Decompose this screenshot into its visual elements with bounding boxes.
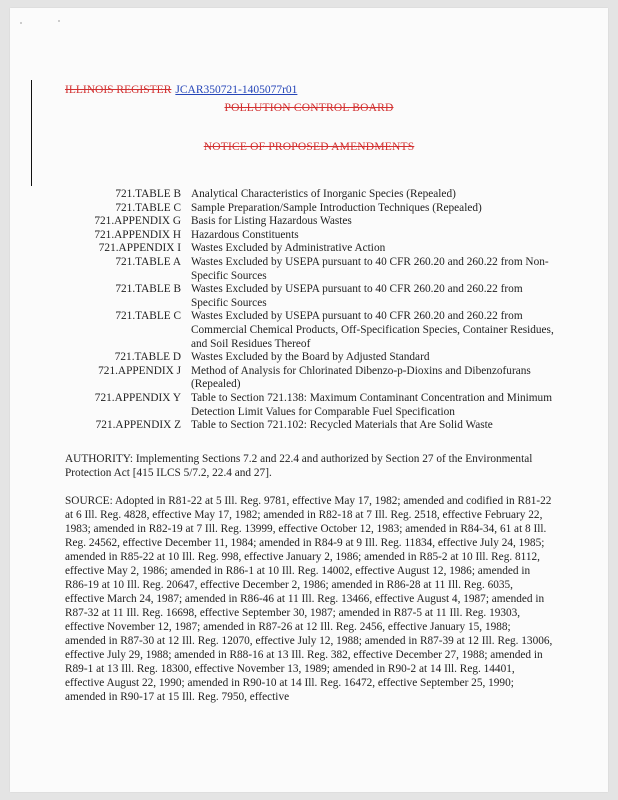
toc-section-number: 721.TABLE B — [115, 188, 181, 200]
toc-section-number: 721.APPENDIX G — [94, 215, 181, 228]
toc-row — [65, 310, 555, 351]
toc-section-title: Wastes Excluded by Administrative Action — [191, 242, 386, 255]
board-title: POLLUTION CONTROL BOARD — [224, 102, 394, 114]
toc-row — [65, 419, 555, 433]
change-bar — [31, 80, 32, 186]
toc-section-title: Basis for Listing Hazardous Wastes — [191, 215, 352, 228]
toc-section-number: 721.TABLE D — [114, 351, 181, 364]
toc-section-number: 721.APPENDIX Z — [95, 419, 181, 432]
document-page — [10, 8, 608, 792]
toc-row — [65, 188, 555, 202]
toc-row — [65, 283, 555, 310]
toc-row — [65, 215, 555, 229]
scan-speck — [58, 20, 60, 22]
toc-section-title: Wastes Excluded by the Board by Adjusted Standard — [191, 351, 430, 364]
toc-section-number: 721.APPENDIX H — [94, 228, 181, 241]
toc-section-title: Wastes Excluded by USEPA pursuant to 40 CFR 260.20 and 260.22 from Commercial Chemical Products, Off-Specification Species, Container Residues, and Soil Residues Thereof — [191, 310, 554, 350]
toc-row — [65, 365, 555, 392]
scan-speck — [20, 22, 22, 24]
toc-section-number: 721.APPENDIX I — [98, 242, 181, 255]
toc-section-title: Sample Preparation/Sample Introduction Techniques (Repealed) — [191, 201, 482, 214]
toc-row — [65, 242, 555, 256]
toc-section-title: Table to Section 721.102: Recycled Materials that Are Solid Waste — [191, 419, 493, 432]
toc-section-title: Wastes Excluded by USEPA pursuant to 40 CFR 260.20 and 260.22 from Specific Sources — [191, 283, 523, 309]
toc-row — [65, 351, 555, 365]
source-paragraph: SOURCE: Adopted in R81-22 at 5 Ill. Reg. 9781, effective May 17, 1982; amended and codified in R81-22 at 6 Ill. Reg. 4828, effective May 17, 1982; amended in R82-18 at 7 Ill. Reg. 2518, effective February 22, 1983; amended in R82-19 at 7 Ill. Reg. 13999, effective October 12, 1983; amended in R84-34, 61 at 8 Ill. Reg. 24562, effective December 11, 1984; amended in R84-9 at 9 Ill. Reg. 11834, effective July 24, 1985; amended in R85-22 at 10 Ill. Reg. 998, effective January 2, 1986; amended in R85-2 at 10 Ill. Reg. 8112, effective May 2, 1986; amended in R86-1 at 10 Ill. Reg. 14002, effective August 12, 1986; amended in R86-19 at 10 Ill. Reg. 20647, effective December 2, 1986; amended in R86-28 at 11 Ill. Reg. 6035, effective March 24, 1987; amended in R86-46 at 11 Ill. Reg. 13466, effective August 4, 1987; amended in R87-32 at 11 Ill. Reg. 16698, effective September 30, 1987; amended in R87-5 at 11 Ill. Reg. 19303, effective November 12, 1987; amended in R87-26 at 12 Ill. Reg. 2456, effective January 15, 1988; amended in R87-30 at 12 Ill. Reg. 12070, effective July 12, 1988; amended in R87-39 at 12 Ill. Reg. 13006, effective July 29, 1988; amended in R88-16 at 13 Ill. Reg. 382, effective December 27, 1988; amended in R89-1 at 13 Ill. Reg. 18300, effective November 13, 1989; amended in R90-2 at 14 Ill. Reg. 14401, effective August 22, 1990; amended in R90-10 at 14 Ill. Reg. 16472, effective September 25, 1990; amended in R90-17 at 15 Ill. Reg. 7950, effective — [65, 495, 553, 703]
toc-section-number: 721.TABLE C — [115, 310, 181, 323]
toc-section-number: 721.TABLE C — [115, 201, 181, 214]
authority-paragraph: AUTHORITY: Implementing Sections 7.2 and 22.4 and authorized by Section 27 of the Environmental Protection Act [415 ILCS 5/7.2, 22.4 and 27]. — [65, 453, 533, 479]
toc-row — [65, 229, 555, 243]
register-header — [65, 84, 297, 96]
toc-section-number: 721.APPENDIX Y — [94, 391, 181, 404]
toc-section-title: Wastes Excluded by USEPA pursuant to 40 CFR 260.20 and 260.22 from Non-Specific Sources — [191, 255, 549, 282]
toc-row — [65, 256, 555, 283]
toc-section-title: Hazardous Constituents — [191, 228, 299, 241]
toc-section-number: 721.APPENDIX J — [98, 364, 181, 377]
notice-title: NOTICE OF PROPOSED AMENDMENTS — [203, 141, 415, 153]
toc-section-title: Analytical Characteristics of Inorganic Species (Repealed) — [191, 188, 456, 200]
toc-section-number: 721.TABLE B — [115, 283, 181, 296]
toc-row — [65, 202, 555, 216]
inserted-jcar-code: JCAR350721-1405077r01 — [175, 84, 298, 96]
toc-section-title: Method of Analysis for Chlorinated Dibenzo-p-Dioxins and Dibenzofurans (Repealed) — [191, 364, 531, 391]
deleted-register-title: ILLINOIS REGISTER — [65, 84, 172, 96]
toc-section-title: Table to Section 721.138: Maximum Contaminant Concentration and Minimum Detection Limit Values for Comparable Fuel Specification — [191, 391, 552, 418]
table-of-contents — [65, 188, 555, 433]
toc-section-number: 721.TABLE A — [115, 255, 181, 268]
toc-row — [65, 392, 555, 419]
